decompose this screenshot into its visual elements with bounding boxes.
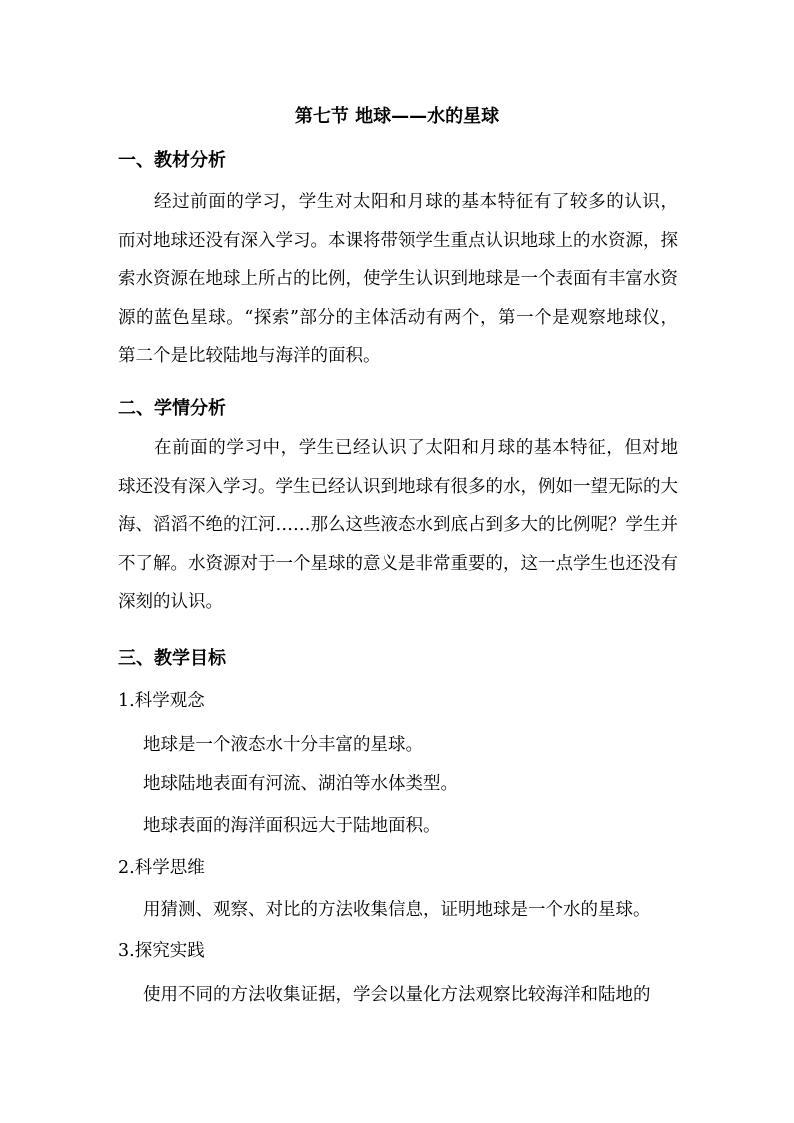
document-title: 第七节 地球——水的星球 xyxy=(294,106,500,127)
goal-item: 地球表面的海洋面积远大于陆地面积。 xyxy=(143,816,441,836)
goal-item: 用猜测、观察、对比的方法收集信息，证明地球是一个水的星球。 xyxy=(143,900,651,920)
paragraph-learner-analysis: 在前面的学习中，学生已经认识了太阳和月球的基本特征，但对地球还没有深入学习。学生已经认识到地球有很多的水，例如一望无际的大海、滔滔不绝的江河……那么这些液态水到底占到多大的比例呢？学生并不了解。水资源对于一个星球的意义是非常重要的，这一点学生也还没有深刻的认识。 xyxy=(118,438,678,613)
goal-item: 地球陆地表面有河流、湖泊等水体类型。 xyxy=(143,774,458,794)
section-heading-textbook-analysis: 一、教材分析 xyxy=(118,150,226,171)
subsection-label-scientific-thinking: 2.科学思维 xyxy=(118,858,205,878)
subsection-label-scientific-concepts: 1.科学观念 xyxy=(118,691,205,711)
paragraph-textbook-analysis: 经过前面的学习，学生对太阳和月球的基本特征有了较多的认识，而对地球还没有深入学习。本课将带领学生重点认识地球上的水资源，探索水资源在地球上所占的比例，使学生认识到地球是一个表面有丰富水资源的蓝色星球。“探索”部分的主体活动有两个，第一个是观察地球仪，第二个是比较陆地与海洋的面积。 xyxy=(118,192,678,367)
subsection-label-inquiry-practice: 3.探究实践 xyxy=(118,941,205,961)
section-heading-teaching-goals: 三、教学目标 xyxy=(118,648,226,669)
section-heading-learner-analysis: 二、学情分析 xyxy=(118,398,226,419)
goal-item: 使用不同的方法收集证据，学会以量化方法观察比较海洋和陆地的 xyxy=(143,985,651,1005)
goal-item: 地球是一个液态水十分丰富的星球。 xyxy=(143,735,423,755)
